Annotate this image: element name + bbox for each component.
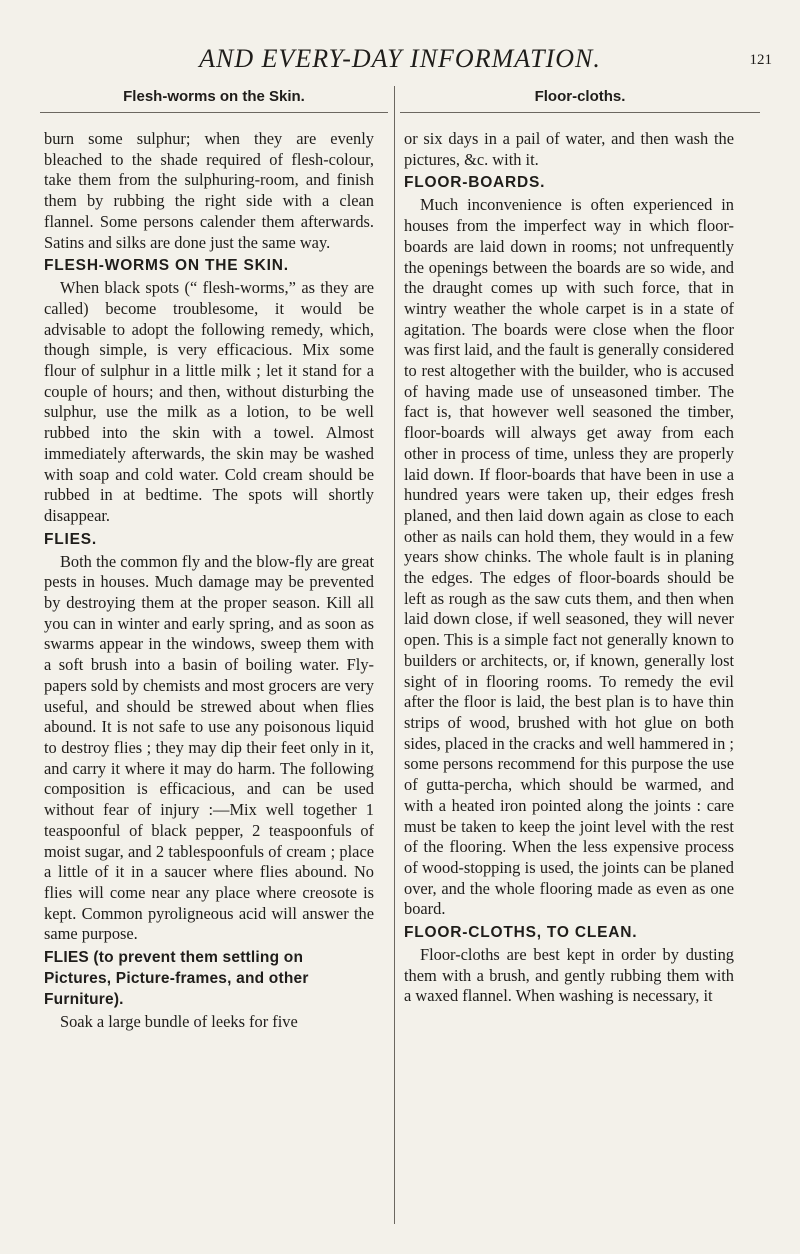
section-heading: FLOOR-CLOTHS, TO CLEAN. (404, 924, 638, 942)
left-column-text (44, 129, 374, 1033)
right-column (404, 86, 734, 1007)
column-divider (394, 86, 395, 1224)
paragraph: Both the common fly and the blow-fly are great pests in houses. Much damage may be prevented by destroying them at the proper season. Kill all you can in winter and early spring, and as soon as swarms appear in the windows, sweep them with a soft brush into a basin of boiling water. Fly-papers sold by chemists and most grocers are very useful, and should be strewed about when flies abound. It is not safe to use any poisonous liquid to destroy flies ; they may dip their feet only in it, and carry it where it may do harm. The following composition is efficacious, and can be used without fear of injury :—Mix well together 1 teaspoonful of black pepper, 2 teaspoonfuls of moist sugar, and 2 tablespoonfuls of cream ; place a little of it in a saucer where flies abound. No flies will come near any place where creosote is kept. Common pyroligneous acid will answer the same purpose. (44, 551, 374, 944)
section-heading: FLOOR-BOARDS. (404, 174, 546, 192)
section-heading: FLIES. (44, 530, 98, 548)
paragraph: Floor-cloths are best kept in order by dusting them with a brush, and gently rubbing them with a waxed flannel. When washing is necessary, it (404, 945, 734, 1006)
paragraph: Much inconvenience is often experienced in houses from the imperfect way in which floor-boards are laid down in rooms; not unfrequently the openings between the boards are so wide, and the draught comes up with such force, that in wintry weather the whole carpet is in a state of agitation. The boards were close when the floor was first laid, and the fault is generally considered to rest altogether with the builder, who is accused of having made use of unseasoned timber. The fact is, that however well seasoned the timber, floor-boards will always get away from each other in process of time, unless they are properly laid down. If floor-boards that have been in use a hundred years were taken up, their edges fresh planed, and then laid down again as close to each other as nails can hold them, they would in a few years show chinks. The whole fault is in planing the edges. The edges of floor-boards should be left as rough as the saw cuts them, and then when laid down close, if well seasoned, they will never open. This is a simple fact not generally known to builders or architects, or, if known, generally lost sight of in flooring rooms. To remedy the evil after the floor is laid, the best plan is to have thin strips of wood, brushed with hot glue on both sides, placed in the cracks and well hammered in ; some persons recommend for this purpose the use of gutta-percha, which should be warmed, and with a heated iron pointed along the joints : care must be taken to keep the joint level with the rest of the flooring. When the less expensive process of wood-stopping is used, the joints can be planed over, and the whole flooring made as even as one board. (404, 195, 734, 919)
left-column (44, 86, 374, 1033)
section-heading: FLESH-WORMS ON THE SKIN. (44, 257, 289, 275)
paragraph: Soak a large bundle of leeks for five (60, 1012, 298, 1032)
page-number: 121 (749, 52, 772, 68)
left-column-header: Flesh-worms on the Skin. (40, 86, 388, 113)
right-column-header: Floor-cloths. (400, 86, 760, 113)
section-heading: FLIES (to prevent them settling on Pictures, Picture-frames, and other Furniture). (44, 949, 309, 1009)
right-column-text (404, 129, 734, 1007)
running-head: AND EVERY-DAY INFORMATION. (199, 44, 601, 73)
paragraph: or six days in a pail of water, and then wash the pictures, &c. with it. (404, 129, 734, 169)
paragraph: When black spots (“ flesh-worms,” as they are called) become troublesome, it would be advisable to adopt the following remedy, which, though simple, is very efficacious. Mix some flour of sulphur in a little milk ; let it stand for a couple of hours; and then, without disturbing the sulphur, use the milk as a lotion, to be well rubbed into the skin with a towel. Almost immediately afterwards, the skin may be washed with soap and cold water. Cold cream should be rubbed in at bedtime. The spots will shortly disappear. (44, 278, 374, 525)
paragraph: burn some sulphur; when they are evenly bleached to the shade required of flesh-colour, take them from the sulphuring-room, and finish them by rubbing the right side with a clean flannel. Some persons calender them afterwards. Satins and silks are done just the same way. (44, 129, 374, 252)
